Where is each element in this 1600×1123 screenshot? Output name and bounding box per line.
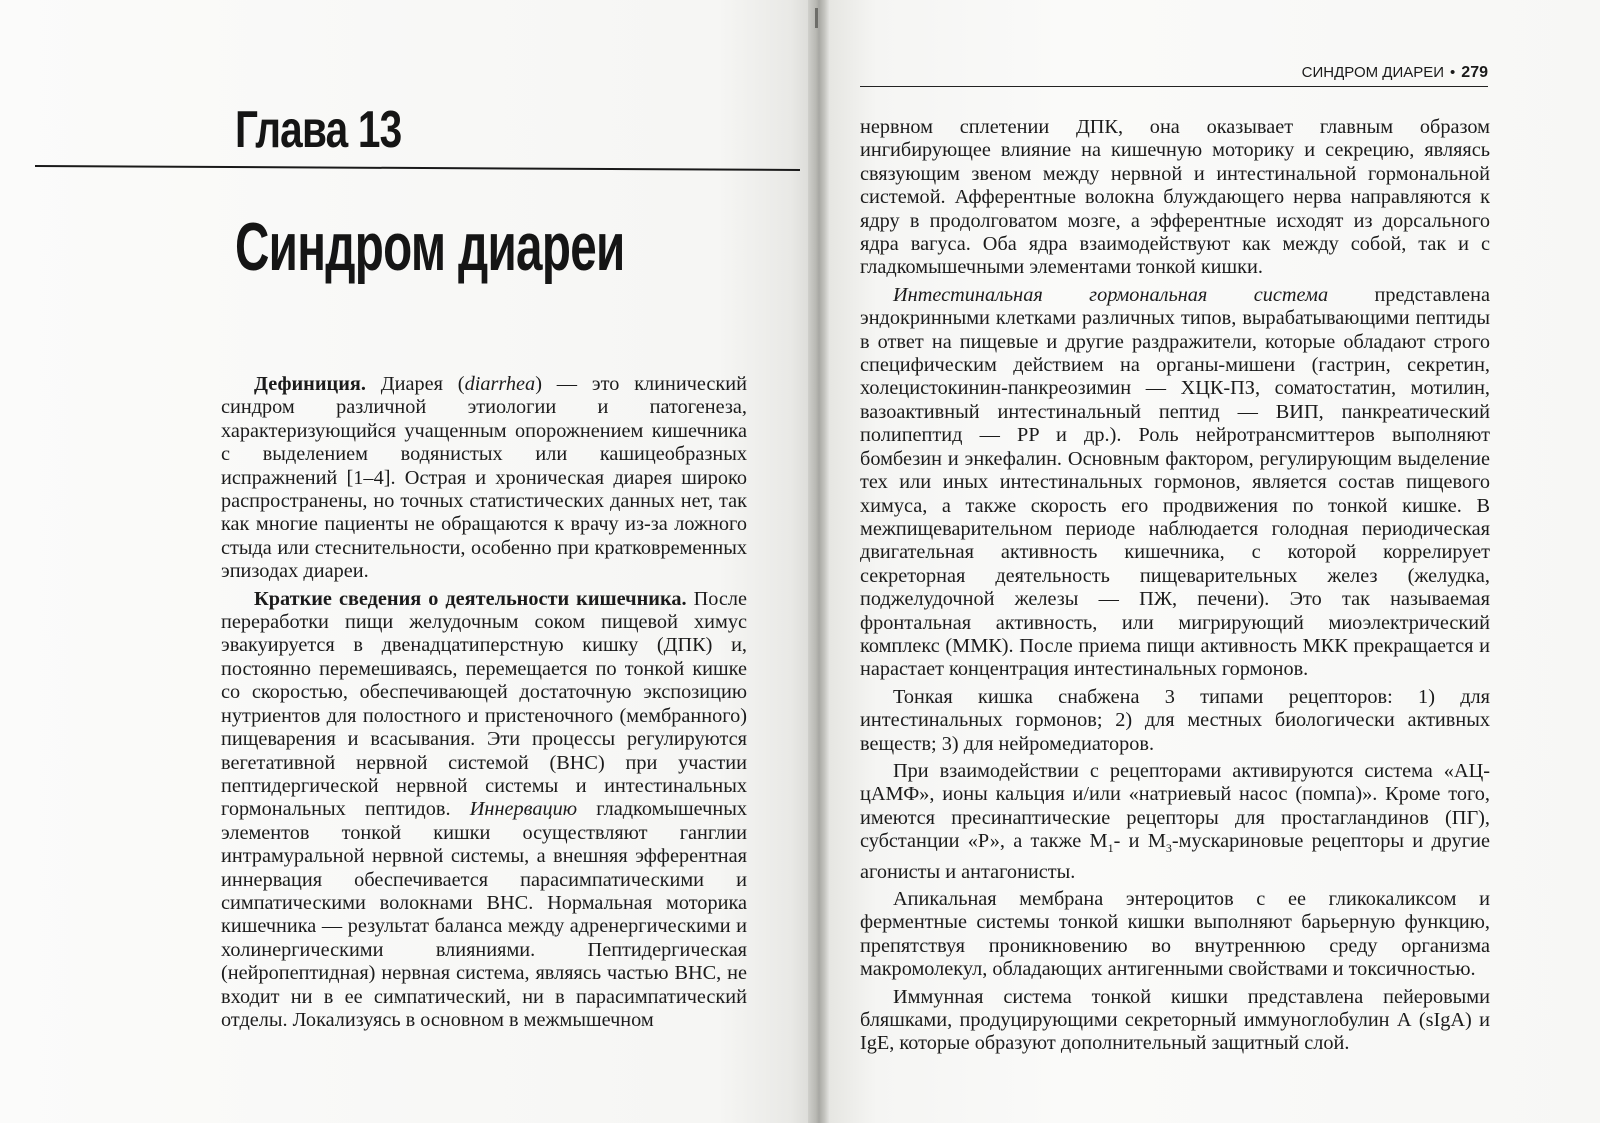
running-head-title: СИНДРОМ ДИАРЕИ — [1301, 64, 1445, 81]
chapter-title: Синдром диареи — [235, 209, 625, 285]
overview-lead: Краткие сведения о деятельности кишечника. — [254, 587, 687, 610]
text-run: -мускариновые рецепторы и другие агонисты и антагонисты. — [860, 830, 1490, 883]
chapter-label: Глава 13 — [235, 101, 402, 159]
emphasis-term: Интестинальная гормональная система — [893, 283, 1329, 306]
left-body-text — [221, 373, 747, 1036]
binding-mark — [815, 8, 818, 28]
text-run: После переработки пищи желудочным соком пищевой химус эвакуируется в двенадцатиперстную кишку (ДПК) и, постоянно перемешиваясь, перемещается по тонкой кишке со скоростью, обеспечивающей достаточную экспозицию нутриентов для полостного и пристеночного (мембранного) пищеварения и всасывания. Эти процессы регулируются вегетативной нервной системой (ВНС) при участии пептидергической нервной системы и интестинальных гормональных пептидов. — [221, 587, 747, 821]
text-run: гладкомышечных элементов тонкой кишки осуществляют ганглии интрамуральной нервной системы, а внешняя эфферентная иннервация обеспечивается парасимпатическими и симпатическими волокнами ВНС. Нормальная моторика кишечника — результат баланса между адренергическими и холинергическими влияниями. Пептидергическая (нейропептидная) нервная система, являясь частью ВНС, не входит ни в ее симпатический, ни в парасимпатический отделы. Локализуясь в основном в межмышечном — [221, 798, 747, 1031]
subscript: 1 — [1107, 841, 1114, 856]
text-run: ) — это клинический синдром различной этиологии и патогенеза, характеризующийся учащенным опорожнением кишечника с выделением водянистых или кашицеобразных испражнений [1–4]. Острая и хроническая диарея широко распространены, но точных статистических данных нет, так как многие пациенты не обращаются к врачу из-за ложного стыда или стеснительности, особенно при кратковременных эпизодах диареи. — [221, 373, 747, 583]
book-gutter — [808, 0, 830, 1123]
paragraph-receptors: Тонкая кишка снабжена 3 типами рецепторов: 1) для интестинальных гормонов; 2) для местных биологически активных веществ; 3) для нейромедиаторов. — [860, 685, 1490, 755]
paragraph-bowel-overview — [221, 588, 747, 1033]
text-run: Диарея ( — [365, 373, 465, 395]
paragraph-receptor-interaction — [860, 760, 1490, 884]
subscript: 3 — [1165, 841, 1172, 856]
text-run: - и М — [1113, 830, 1166, 853]
chapter-rule — [35, 165, 800, 171]
paragraph-apical-membrane: Апикальная мембрана энтероцитов с ее гликокаликсом и ферментные системы тонкой кишки выполняют барьерную функцию, препятствуя проникновению во внутреннюю среду организма макромолекул, обладающих антигенными свойствами и токсичностью. — [860, 888, 1490, 981]
paragraph-continuation: нервном сплетении ДПК, она оказывает главным образом ингибирующее влияние на кишечную моторику и секрецию, являясь связующим звеном между нервной и интестинальной гормональной системой. Афферентные волокна блуждающего нерва направляются к ядру в продолговатом мозге, а эфферентные исходят из дорсального ядра вагуса. Оба ядра взаимодействуют как между собой, так и с гладкомышечными элементами тонкой кишки. — [860, 116, 1490, 279]
paragraph-immune-system: Иммунная система тонкой кишки представлена пейеровыми бляшками, продуцирующими секреторный иммуноглобулин А (sIgA) и IgE, которые образуют дополнительный защитный слой. — [860, 985, 1490, 1055]
paragraph-hormonal-system — [860, 284, 1490, 682]
text-run: представлена эндокринными клетками различных типов, вырабатывающими пептиды в ответ на пищевые и другие раздражители, которые обладают строго специфическим действием на органы-мишени (гастрин, секретин, холецистокинин-панкреозимин — ХЦК-ПЗ, соматостатин, мотилин, вазоактивный интестинальный пептид — ВИП, панкреатический полипептид — PP и др.). Роль нейротрансмиттеров выполняют бомбезин и энкефалин. Основным фактором, регулирующим выделение тех или иных интестинальных гормонов, является состав пищевого химуса, а также скорость его продвижения по тонкой кишке. В межпищеварительном периоде наблюдается голодная периодическая двигательная активность кишечника, с которой коррелирует секреторная деятельность пищеварительных желез (желудка, поджелудочной железы — ПЖ, печени). Это так называемая фронтальная активность, или мигрирующий миоэлектрический комплекс (ММК). После приема пищи активность МКК прекращается и нарастает концентрация интестинальных гормонов. — [860, 283, 1490, 681]
definition-lead: Дефиниция. — [254, 373, 366, 395]
bullet-separator: • — [1450, 64, 1456, 81]
right-body-text — [860, 116, 1490, 1060]
page-number: 279 — [1461, 64, 1488, 81]
paragraph-definition — [221, 373, 747, 584]
running-head — [860, 64, 1488, 87]
text-run: При взаимодействии с рецепторами активируются система «АЦ-цАМФ», ионы кальция и/или «натриевый насос (помпа)». Кроме того, имеются пресинаптические рецепторы для простагландинов (ПГ), субстанции «Р», а также М — [860, 759, 1490, 853]
latin-term: diarrhea — [464, 373, 536, 395]
emphasis-term: Иннервацию — [469, 798, 578, 821]
